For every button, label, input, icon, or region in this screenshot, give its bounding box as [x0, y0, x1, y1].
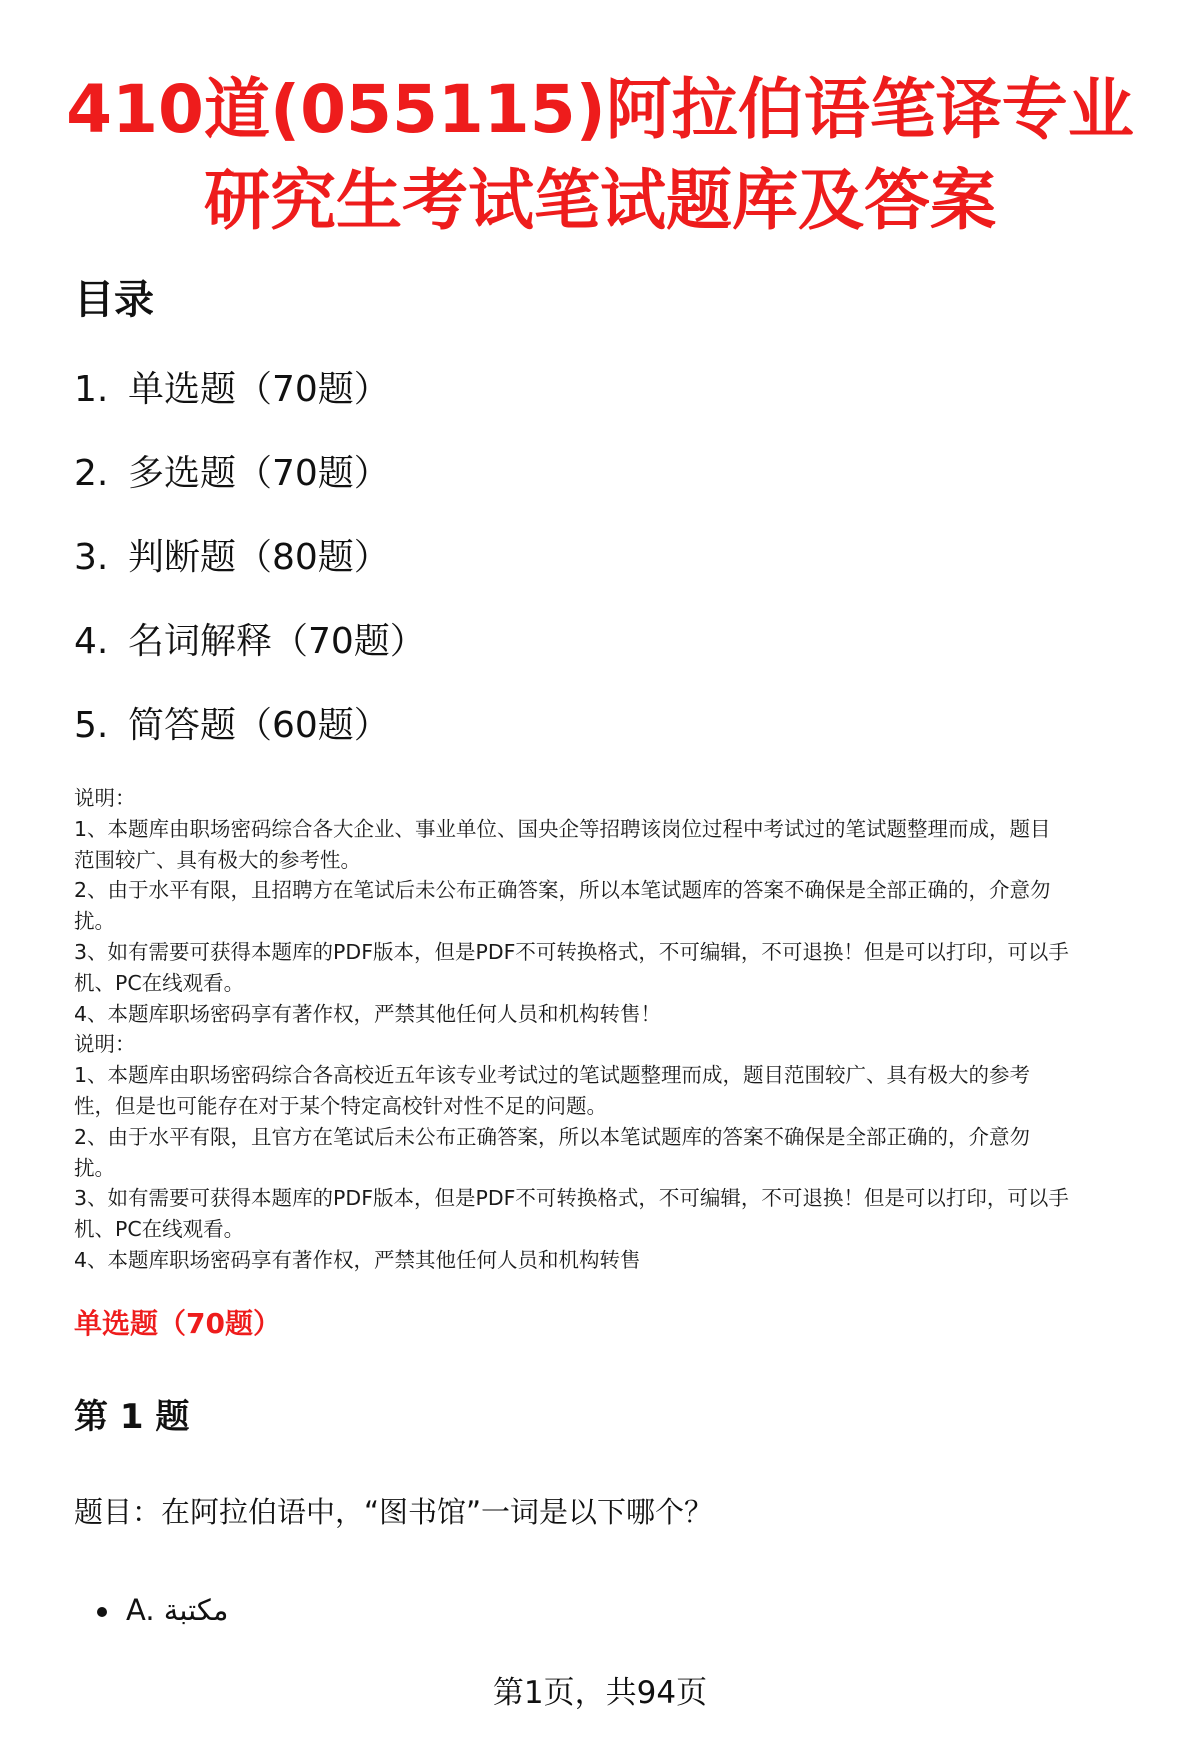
question-text: 题目：在阿拉伯语中，“图书馆”一词是以下哪个？	[74, 1495, 714, 1529]
notes-line: 扰。	[74, 909, 115, 934]
toc-heading: 目录	[74, 277, 154, 323]
toc-item-label: 单选题（70题）	[128, 369, 390, 410]
bullet-icon	[97, 1607, 107, 1617]
notes-line: 说明：	[74, 786, 136, 810]
notes-line: 4、本题库职场密码享有著作权，严禁其他任何人员和机构转售	[74, 1247, 641, 1272]
notes-line: 机、PC在线观看。	[74, 970, 245, 995]
notes-block	[74, 783, 1164, 1276]
notes-line: 1、本题库由职场密码综合各高校近五年该专业考试过的笔试题整理而成，题目范围较广、具有极大的参考	[74, 1063, 1031, 1088]
notes-line: 4、本题库职场密码享有著作权，严禁其他任何人员和机构转售！	[74, 1001, 662, 1026]
toc-item	[74, 620, 426, 704]
toc-item-number: 1.	[74, 369, 109, 410]
notes-line: 范围较广、具有极大的参考性。	[74, 847, 361, 872]
toc-item	[74, 452, 426, 536]
document-title-line-1: 410道(055115)阿拉伯语笔译专业	[66, 71, 1134, 148]
section-heading: 单选题（70题）	[74, 1307, 281, 1340]
toc-item-number: 4.	[74, 621, 109, 662]
toc-item	[74, 536, 426, 620]
toc-item-number: 2.	[74, 453, 109, 494]
notes-line: 2、由于水平有限，且招聘方在笔试后未公布正确答案，所以本笔试题库的答案不确保是全部正确的，介意勿	[74, 878, 1051, 903]
toc-item-label: 名词解释（70题）	[128, 621, 426, 662]
toc-item-label: 简答题（60题）	[128, 705, 390, 746]
notes-line: 机、PC在线观看。	[74, 1217, 245, 1242]
page-footer: 第1页，共94页	[492, 1675, 708, 1711]
question-number: 第 1 题	[74, 1397, 190, 1437]
toc-item-label: 多选题（70题）	[128, 453, 390, 494]
notes-line: 说明：	[74, 1032, 136, 1057]
toc-item-number: 5.	[74, 705, 109, 746]
answer-option-label: A. مكتبة	[126, 1593, 229, 1627]
table-of-contents	[74, 368, 426, 788]
toc-item-label: 判断题（80题）	[128, 537, 390, 578]
notes-line: 3、如有需要可获得本题库的PDF版本，但是PDF不可转换格式，不可编辑，不可退换！但是可以打印，可以手	[74, 939, 1069, 964]
answer-option	[97, 1590, 228, 1630]
notes-line: 1、本题库由职场密码综合各大企业、事业单位、国央企等招聘该岗位过程中考试过的笔试题整理而成，题目	[74, 816, 1051, 841]
notes-line: 性，但是也可能存在对于某个特定高校针对性不足的问题。	[74, 1093, 607, 1118]
toc-item	[74, 368, 426, 452]
notes-line: 2、由于水平有限，且官方在笔试后未公布正确答案，所以本笔试题库的答案不确保是全部正确的，介意勿	[74, 1124, 1031, 1149]
notes-line: 3、如有需要可获得本题库的PDF版本，但是PDF不可转换格式，不可编辑，不可退换！但是可以打印，可以手	[74, 1186, 1069, 1211]
document-title-line-2: 研究生考试笔试题库及答案	[204, 162, 996, 239]
toc-item	[74, 704, 426, 788]
toc-item-number: 3.	[74, 537, 109, 578]
notes-line: 扰。	[74, 1155, 115, 1180]
answer-options	[97, 1590, 228, 1630]
